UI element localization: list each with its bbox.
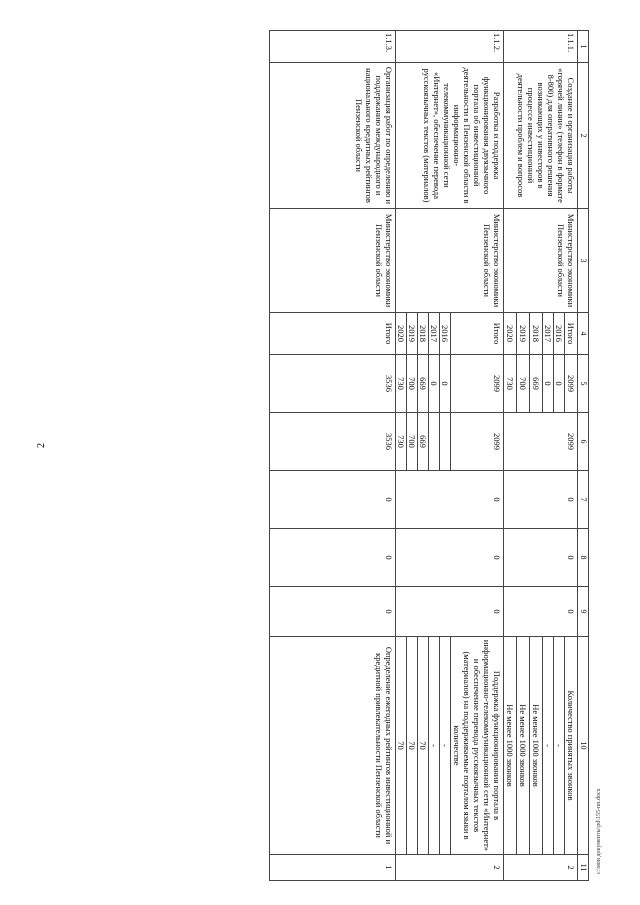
item-number: 1.1.3. xyxy=(269,31,395,63)
weight-value: 2 xyxy=(395,855,503,881)
measures-table xyxy=(269,30,589,881)
column-numbers-row xyxy=(578,31,589,881)
item-number: 1.1.1. xyxy=(503,31,577,63)
executor: Министерство экономики Пензенской области xyxy=(503,209,577,313)
table-row xyxy=(269,31,395,881)
indicator-value: - xyxy=(553,637,564,855)
col-num: 9 xyxy=(578,587,589,637)
total-label: Итого xyxy=(450,313,503,355)
indicator: Поддержка функционирования портала в информационно-телекоммуникационной сети «Интернет» и обеспечение перевода русскоязычных текстов (материалов) на поддерживаемые порталом языки в количестве xyxy=(450,637,503,855)
item-number: 1.1.2. xyxy=(395,31,503,63)
year-value: 700 xyxy=(516,355,529,413)
total-value: 3536 xyxy=(269,355,395,413)
year: 2017 xyxy=(542,313,553,355)
col-num: 1 xyxy=(578,31,589,63)
year-value: 669 xyxy=(529,355,542,413)
col-num: 11 xyxy=(578,855,589,881)
year-value: 730 xyxy=(395,413,406,471)
file-path-footer: c:\мои документы\pd\155-пп.docx xyxy=(596,788,602,874)
total-value: 0 xyxy=(503,471,577,529)
year-value: 669 xyxy=(417,413,428,471)
year-value: 700 xyxy=(406,355,417,413)
weight-value: 2 xyxy=(503,855,577,881)
year: 2019 xyxy=(406,313,417,355)
col-num: 3 xyxy=(578,209,589,313)
table-row xyxy=(450,31,503,881)
executor: Министерство экономики Пензенской области xyxy=(269,209,395,313)
year: 2016 xyxy=(439,313,450,355)
year-value: 0 xyxy=(542,355,553,413)
year: 2020 xyxy=(503,313,516,355)
total-value: 0 xyxy=(503,529,577,587)
year: 2020 xyxy=(395,313,406,355)
item-name: Организация работ по определению и поддержанию международного и национального кредитных рейтингов Пензенской области xyxy=(269,63,395,209)
col-num: 7 xyxy=(578,471,589,529)
indicator-value: 70 xyxy=(417,637,428,855)
year-value: 730 xyxy=(395,355,406,413)
total-value: 2099 xyxy=(564,355,577,413)
indicator: Определение ежегодных рейтингов инвестиционной и кредитной привлекательности Пензенской области xyxy=(269,637,395,855)
indicator: Количество принятых звонков xyxy=(564,637,577,855)
col-num: 4 xyxy=(578,313,589,355)
item-name: Разработка и поддержка функционирования двуязычного портала об инвестиционной деятельности в Пензенской области в информационно-телекоммуникационной сети «Интернет», обеспечение перевода русскоязычных текстов (материалов) xyxy=(395,63,503,209)
executor: Министерство экономики Пензенской области xyxy=(395,209,503,313)
total-value: 0 xyxy=(395,471,503,529)
indicator-value: Не менее 1000 звонков xyxy=(503,637,516,855)
item-name: Создание и организация работы «горячей линии» (телефон в формате 8-800) для оперативного решения возникающих у инвесторов в процессе инвестиционной деятельности проблем и вопросов xyxy=(503,63,577,209)
indicator-value: - xyxy=(439,637,450,855)
year: 2017 xyxy=(428,313,439,355)
table-row xyxy=(564,31,577,881)
total-value: 0 xyxy=(269,529,395,587)
weight-value: 1 xyxy=(269,855,395,881)
indicator-value: - xyxy=(542,637,553,855)
total-label: Итого xyxy=(269,313,395,355)
total-value: 0 xyxy=(269,471,395,529)
indicator-value: 70 xyxy=(406,637,417,855)
indicator-value: Не менее 1000 звонков xyxy=(529,637,542,855)
total-value: 0 xyxy=(269,587,395,637)
year-value xyxy=(439,413,450,471)
year: 2018 xyxy=(417,313,428,355)
total-value: 2099 xyxy=(450,413,503,471)
total-label: Итого xyxy=(564,313,577,355)
indicator-value: 70 xyxy=(395,637,406,855)
year-value: 700 xyxy=(406,413,417,471)
total-value: 3536 xyxy=(269,413,395,471)
indicator-value: - xyxy=(428,637,439,855)
year: 2018 xyxy=(529,313,542,355)
total-value: 0 xyxy=(395,587,503,637)
year-value: 730 xyxy=(503,355,516,413)
year: 2019 xyxy=(516,313,529,355)
year: 2016 xyxy=(553,313,564,355)
rotated-table-container xyxy=(59,30,589,880)
page-number: 2 xyxy=(36,443,47,448)
year-value xyxy=(428,413,439,471)
year-value: 0 xyxy=(439,355,450,413)
col-num: 8 xyxy=(578,529,589,587)
year-value: 0 xyxy=(553,355,564,413)
total-value: 0 xyxy=(395,529,503,587)
year-value: 669 xyxy=(417,355,428,413)
total-value: 0 xyxy=(503,587,577,637)
total-value: 2099 xyxy=(450,355,503,413)
year-value: 0 xyxy=(428,355,439,413)
total-value: 2099 xyxy=(503,413,577,471)
col-num: 10 xyxy=(578,637,589,855)
indicator-value: Не менее 1000 звонков xyxy=(516,637,529,855)
col-num: 2 xyxy=(578,63,589,209)
col-num: 6 xyxy=(578,413,589,471)
col-num: 5 xyxy=(578,355,589,413)
